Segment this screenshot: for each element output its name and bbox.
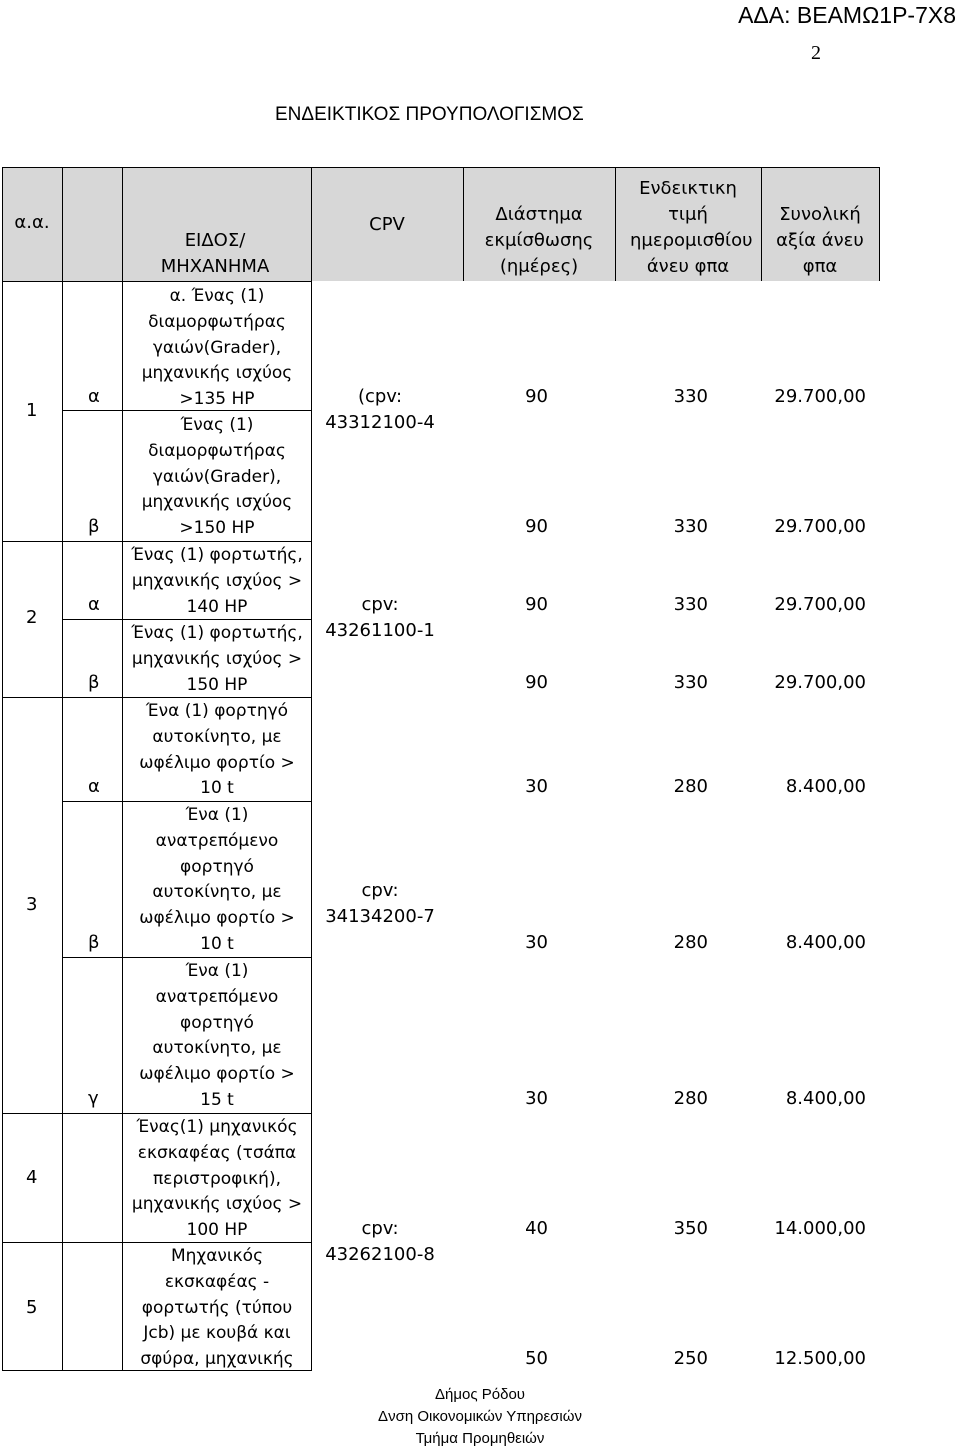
row-total: 8.400,00 [785, 932, 866, 953]
page-title: ΕΝΔΕΙΚΤΙΚΟΣ ΠΡΟΥΠΟΛΟΓΙΣΜΟΣ [275, 104, 584, 125]
row-days: 90 [525, 516, 548, 537]
row-daily-price: 330 [673, 516, 708, 537]
grid-vline [2, 167, 3, 1371]
row-daily-price: 280 [673, 932, 708, 953]
row-total: 29.700,00 [774, 672, 866, 693]
header-daily-price: Ενδεικτικη τιμή ημερομισθίου άνευ φπα [630, 178, 753, 277]
cpv-code: (cpv: 43312100-4 [325, 386, 435, 433]
row-days: 90 [525, 386, 548, 407]
header-period: Διάστημα εκμίσθωσης (ημέρες) [484, 204, 594, 277]
row-total: 29.700,00 [774, 386, 866, 407]
row-total: 8.400,00 [785, 776, 866, 797]
grid-vline [62, 167, 63, 1371]
row-daily-price: 280 [673, 1088, 708, 1109]
grid-hline [2, 167, 880, 168]
row-days: 90 [525, 672, 548, 693]
group-number: 1 [26, 400, 38, 421]
row-description: Ένας (1) διαμορφωτήρας γαιών(Grader), μηχανικής ισχύος >150 HP [141, 415, 293, 539]
row-daily-price: 280 [673, 776, 708, 797]
row-daily-price: 330 [673, 672, 708, 693]
cpv-code: cpv: 43262100-8 [325, 1218, 435, 1265]
row-days: 30 [525, 776, 548, 797]
group-number: 3 [26, 894, 38, 915]
grid-vline [463, 167, 464, 281]
row-sub-letter: β [88, 932, 100, 953]
row-total: 29.700,00 [774, 594, 866, 615]
row-daily-price: 330 [673, 594, 708, 615]
row-sub-letter: α [88, 386, 100, 407]
row-sub-letter: β [88, 516, 100, 537]
grid-vline [615, 167, 616, 281]
grid-vline [879, 167, 880, 281]
row-total: 12.500,00 [774, 1348, 866, 1369]
header-item: ΕΙΔΟΣ/ ΜΗΧΑΝΗΜΑ [160, 230, 270, 277]
row-description: Μηχανικός εκσκαφέας - φορτωτής (τύπου Jcb) με κουβά και σφύρα, μηχανικής [140, 1246, 294, 1370]
grid-vline [761, 167, 762, 281]
row-total: 8.400,00 [785, 1088, 866, 1109]
row-total: 14.000,00 [774, 1218, 866, 1239]
footer-line: Δνση Οικονομικών Υπηρεσιών [378, 1408, 582, 1425]
header-aa: α.α. [14, 212, 50, 233]
row-description: Ένα (1) ανατρεπόμενο φορτηγό αυτοκίνητο, με ωφέλιμο φορτίο > 10 t [139, 805, 295, 954]
cpv-code: cpv: 43261100-1 [325, 594, 435, 641]
row-sub-letter: α [88, 594, 100, 615]
row-sub-letter: α [88, 776, 100, 797]
row-days: 30 [525, 1088, 548, 1109]
row-description: α. Ένας (1) διαμορφωτήρας γαιών(Grader), μηχανικής ισχύος >135 HP [141, 286, 293, 410]
row-description: Ένα (1) φορτηγό αυτοκίνητο, με ωφέλιμο φορτίο > 10 t [139, 701, 295, 799]
row-sub-letter: β [88, 672, 100, 693]
row-days: 40 [525, 1218, 548, 1239]
row-days: 30 [525, 932, 548, 953]
footer-line: Δήμος Ρόδου [435, 1386, 525, 1403]
row-daily-price: 250 [673, 1348, 708, 1369]
row-daily-price: 330 [673, 386, 708, 407]
cpv-code: cpv: 34134200-7 [325, 880, 435, 927]
group-number: 2 [26, 607, 38, 628]
row-total: 29.700,00 [774, 516, 866, 537]
ada-code: ΑΔΑ: ΒΕΑΜΩ1Ρ-7Χ8 [738, 2, 956, 28]
header-cpv: CPV [369, 214, 405, 235]
row-description: Ένας (1) φορτωτής, μηχανικής ισχύος > 140 HP [131, 545, 303, 617]
row-daily-price: 350 [673, 1218, 708, 1239]
grid-vline [122, 167, 123, 1371]
header-total: Συνολική αξία άνευ φπα [776, 204, 864, 277]
grid-vline [311, 167, 312, 1371]
group-number: 4 [26, 1167, 38, 1188]
row-sub-letter: γ [88, 1088, 99, 1109]
page-footer [0, 1384, 960, 1450]
row-days: 90 [525, 594, 548, 615]
group-number: 5 [26, 1297, 38, 1318]
row-days: 50 [525, 1348, 548, 1369]
row-description: Ένας (1) φορτωτής, μηχανικής ισχύος > 150 HP [131, 623, 303, 695]
footer-line: Τμήμα Προμηθειών [415, 1430, 545, 1447]
page-number: 2 [811, 42, 821, 64]
grid-hline [2, 281, 312, 282]
row-description: Ένας(1) μηχανικός εκσκαφέας (τσάπα περιστροφική), μηχανικής ισχύος > 100 HP [131, 1117, 303, 1241]
row-description: Ένα (1) ανατρεπόμενο φορτηγό αυτοκίνητο, με ωφέλιμο φορτίο > 15 t [139, 961, 295, 1110]
